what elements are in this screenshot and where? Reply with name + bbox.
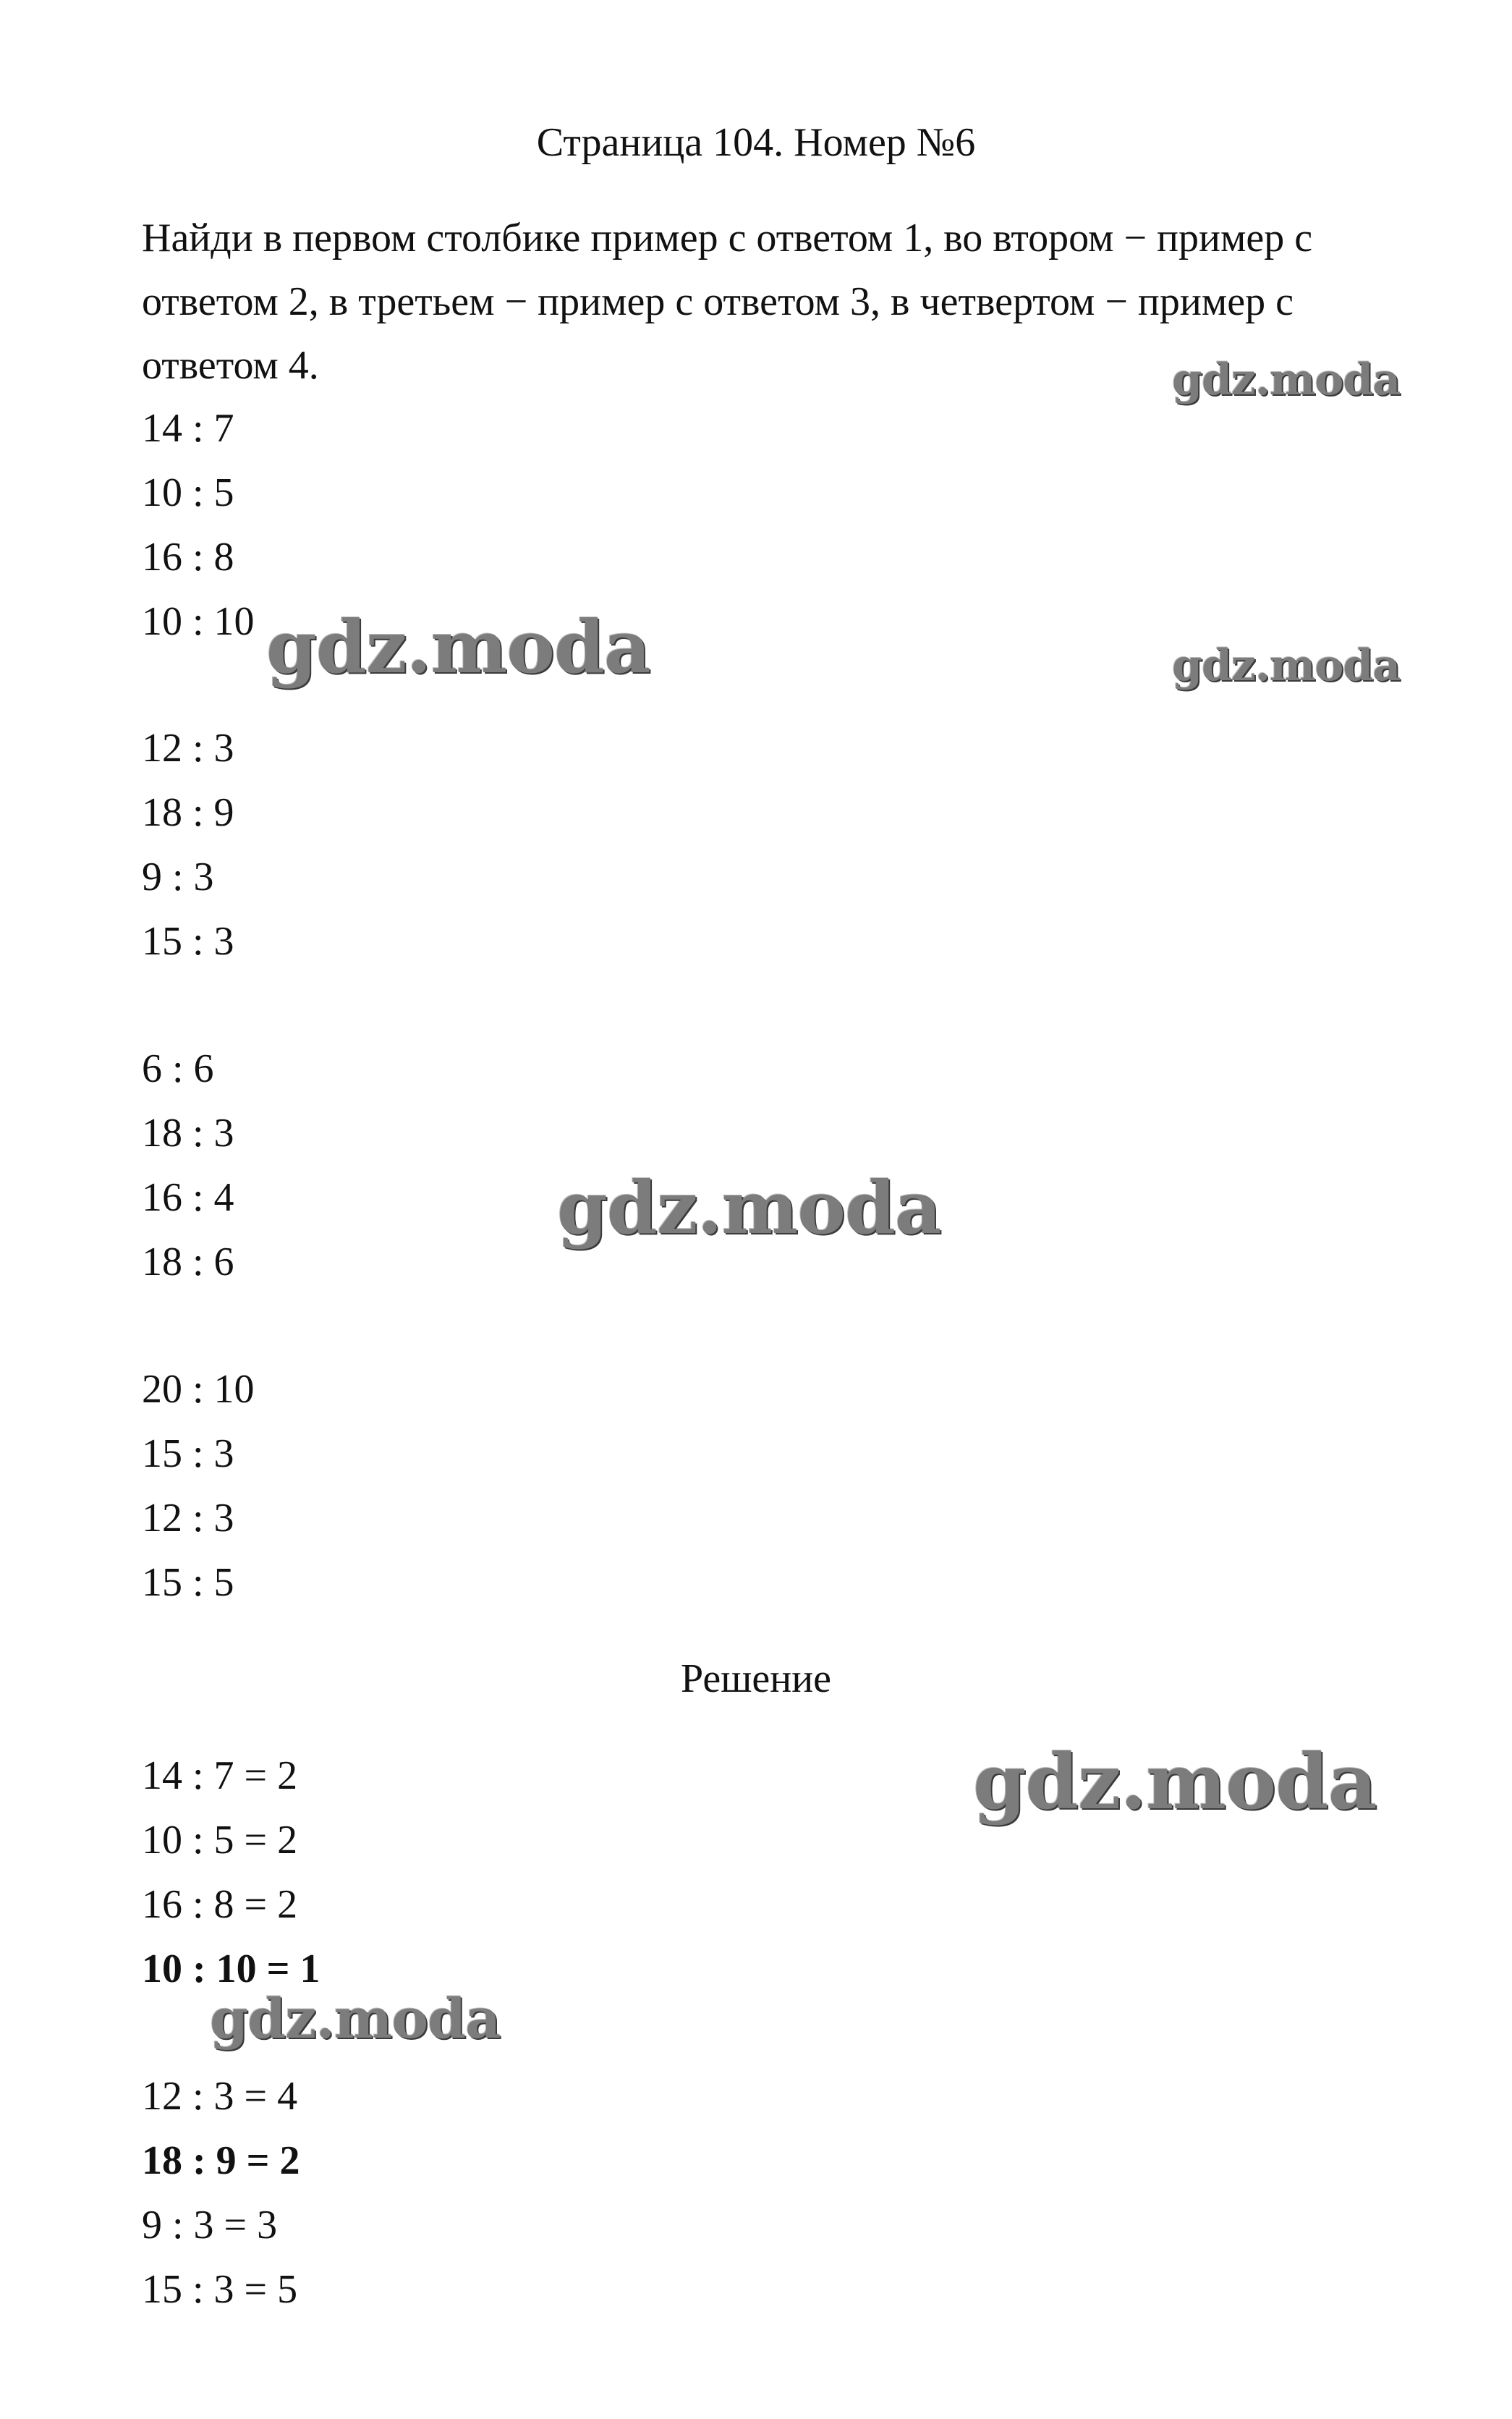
solution-item: 12 : 3 = 4 <box>142 2074 298 2119</box>
solution-item: 14 : 7 = 2 <box>142 1753 298 1798</box>
example-item: 6 : 6 <box>142 1046 214 1091</box>
solution-item: 9 : 3 = 3 <box>142 2203 278 2248</box>
example-item: 14 : 7 <box>142 406 234 451</box>
watermark: gdz.moda <box>557 1165 941 1250</box>
example-item: 12 : 3 <box>142 1496 234 1541</box>
example-item: 18 : 6 <box>142 1240 234 1284</box>
watermark: gdz.moda <box>1172 355 1401 405</box>
column-2 <box>142 716 234 974</box>
task-line: ответом 4. <box>142 343 319 388</box>
example-item: 16 : 8 <box>142 535 234 580</box>
watermark: gdz.moda <box>210 1986 501 2051</box>
column-1 <box>142 397 255 654</box>
page-title: Страница 104. Номер №6 <box>536 120 976 165</box>
watermark: gdz.moda <box>266 604 650 690</box>
column-3 <box>142 1037 234 1295</box>
example-item: 10 : 10 <box>142 599 255 644</box>
solution-column-2 <box>142 2064 300 2322</box>
watermark: gdz.moda <box>973 1737 1377 1826</box>
task-line: ответом 2, в третьем − пример с ответом 3, в четвертом − пример с <box>142 279 1294 324</box>
example-item: 15 : 3 <box>142 1431 234 1476</box>
example-item: 15 : 5 <box>142 1560 234 1605</box>
example-item: 18 : 3 <box>142 1111 234 1156</box>
solution-column-1 <box>142 1744 320 2001</box>
example-item: 16 : 4 <box>142 1175 234 1220</box>
example-item: 10 : 5 <box>142 470 234 515</box>
example-item: 20 : 10 <box>142 1367 255 1412</box>
example-item: 15 : 3 <box>142 919 234 964</box>
solution-title: Решение <box>680 1656 832 1701</box>
solution-item: 15 : 3 = 5 <box>142 2267 298 2312</box>
column-4 <box>142 1357 255 1615</box>
example-item: 18 : 9 <box>142 790 234 835</box>
solution-item-highlighted: 18 : 9 = 2 <box>142 2138 300 2183</box>
example-item: 12 : 3 <box>142 726 234 771</box>
solution-item-highlighted: 10 : 10 = 1 <box>142 1946 320 1991</box>
watermark: gdz.moda <box>1172 640 1401 691</box>
solution-item: 10 : 5 = 2 <box>142 1818 298 1863</box>
task-line: Найди в первом столбике пример с ответом 1, во втором − пример с <box>142 216 1313 260</box>
solution-item: 16 : 8 = 2 <box>142 1882 298 1927</box>
example-item: 9 : 3 <box>142 855 214 899</box>
